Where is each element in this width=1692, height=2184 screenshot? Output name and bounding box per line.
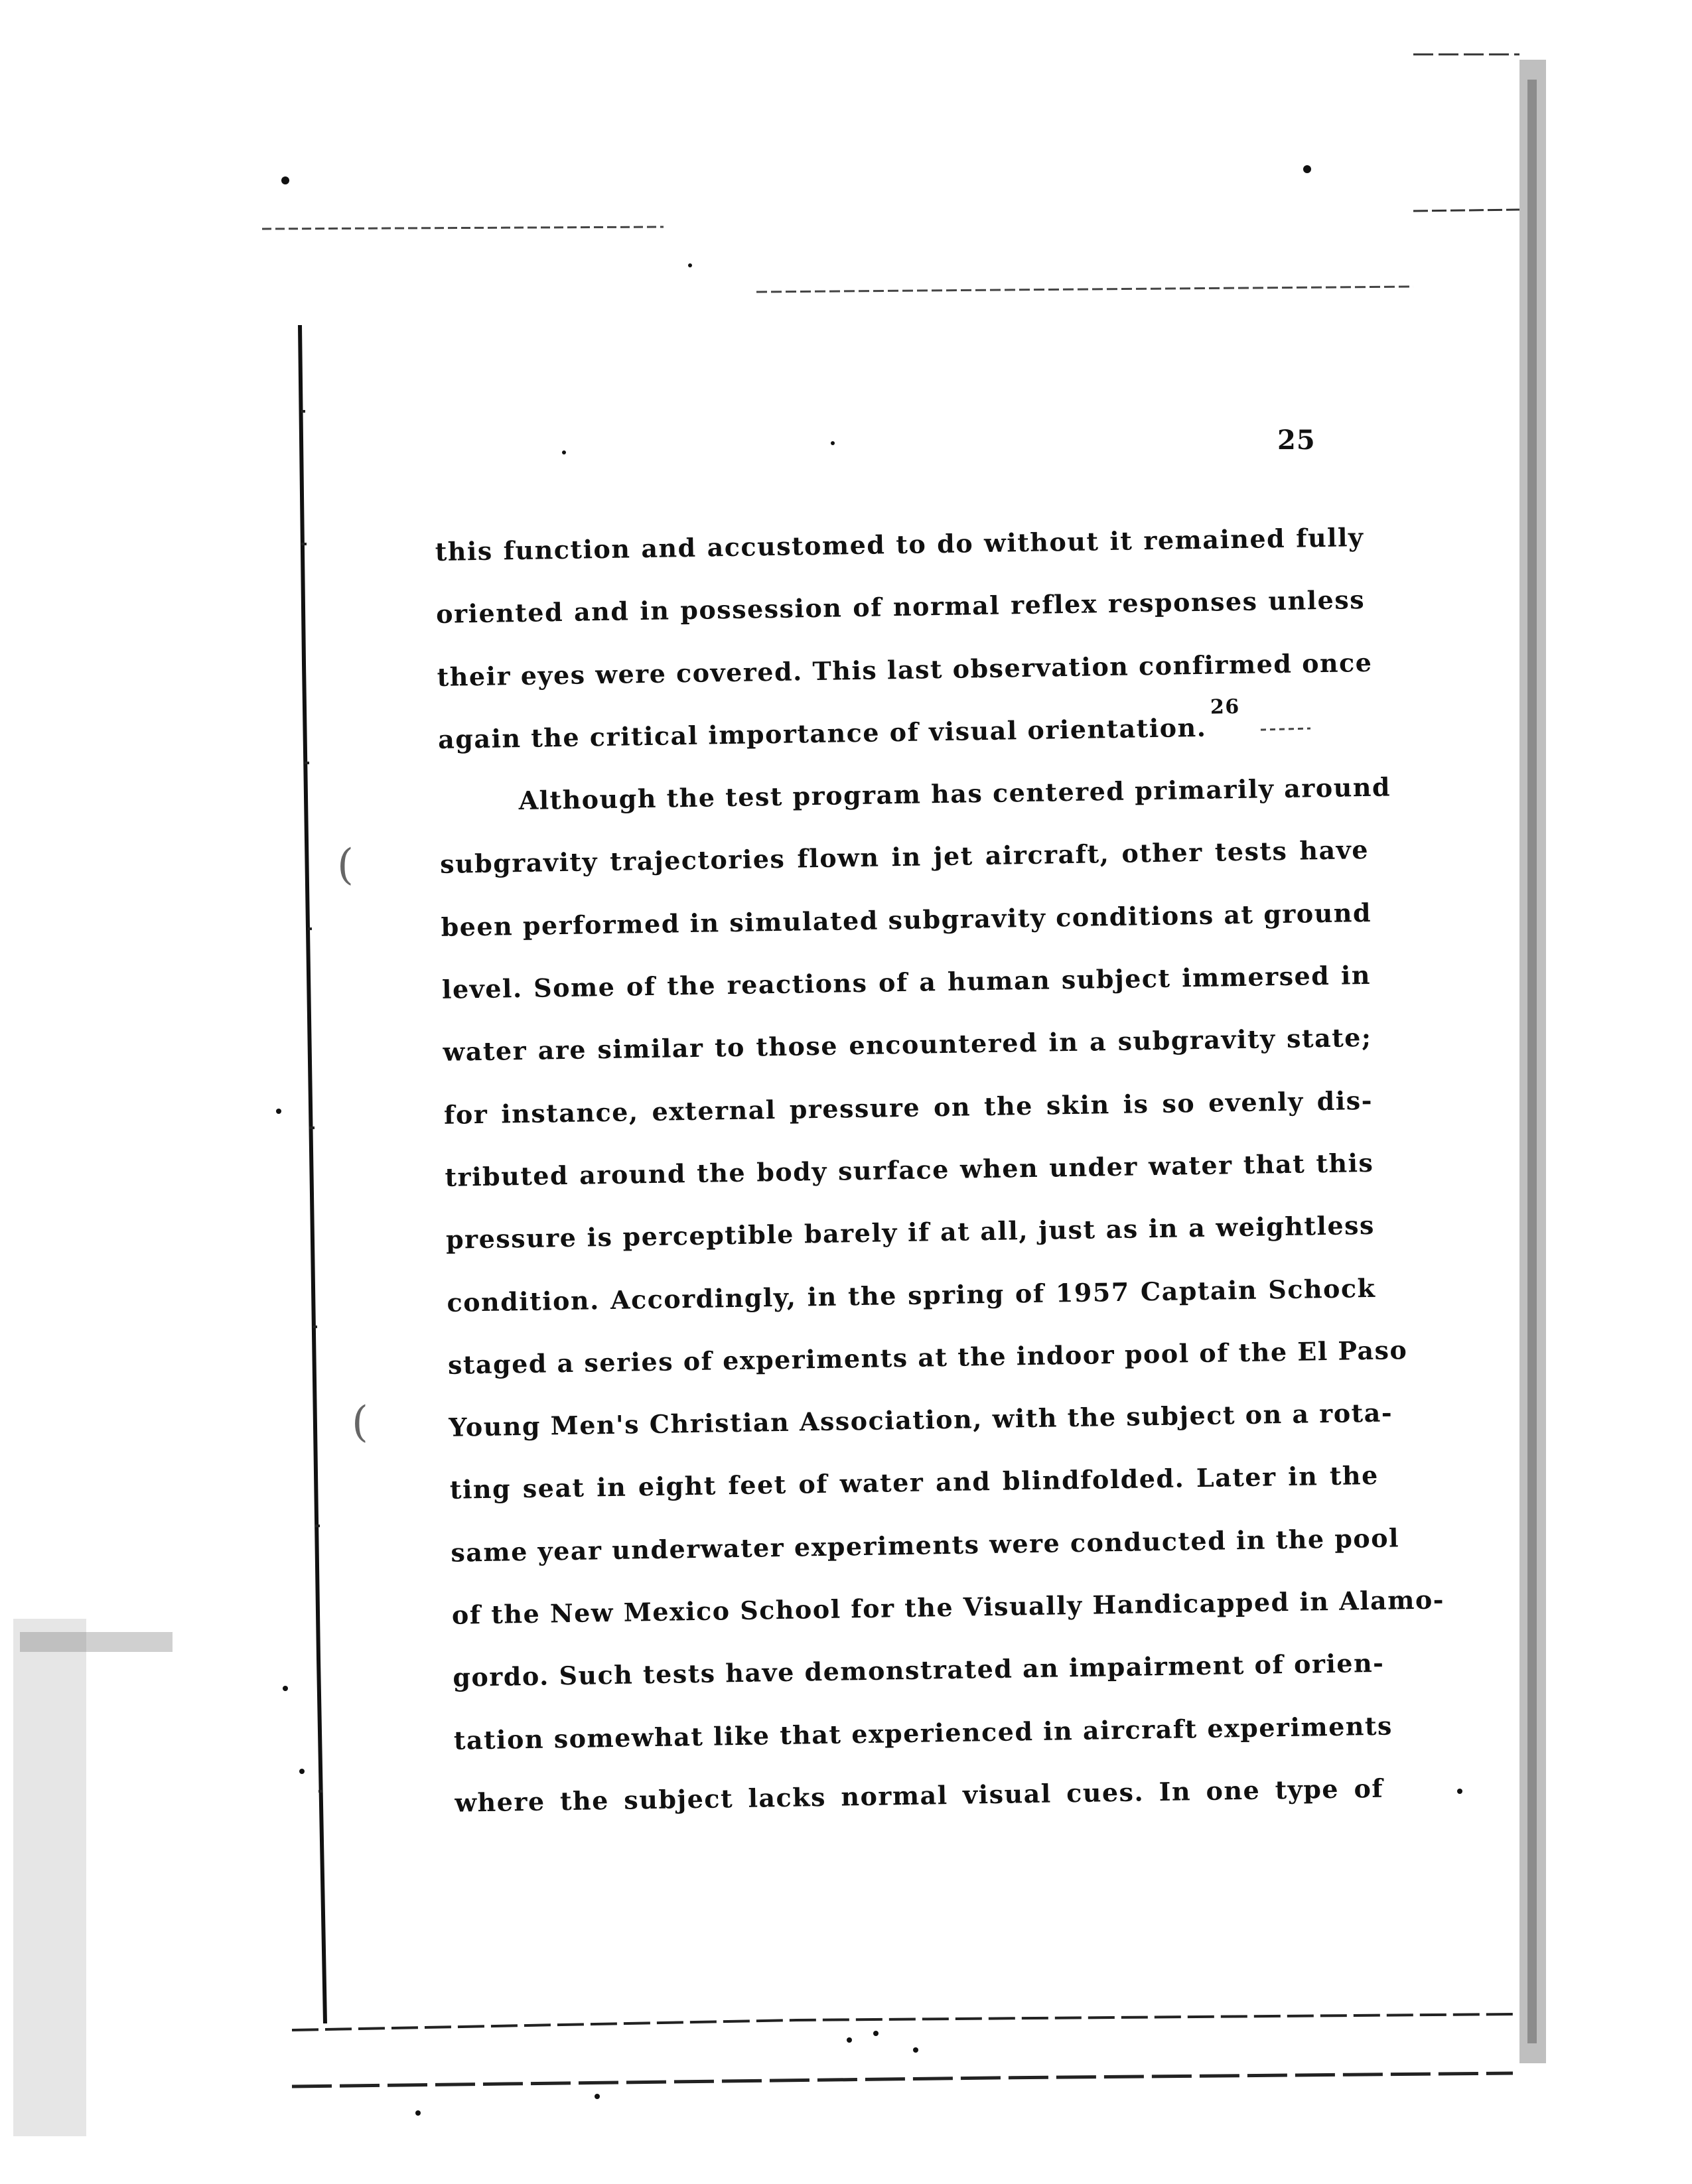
left-smudge	[13, 1619, 86, 2136]
text-line: gordo. Such tests have demonstrated an impairment of orien-	[453, 1648, 1385, 1693]
text-line: oriented and in possession of normal reflex responses unless	[435, 584, 1366, 630]
text-line: level. Some of the reactions of a human subject immersed in	[441, 960, 1372, 1004]
right-edge-shadow-inner	[1527, 80, 1537, 2043]
speck-13	[562, 450, 566, 454]
text-line: of the New Mexico School for the Visually Handicapped in Alamo-	[451, 1584, 1445, 1630]
speck-10	[415, 2110, 421, 2116]
margin-paren-2: (	[352, 1398, 368, 1447]
top-rule-3	[1413, 210, 1519, 211]
margin-paren-1: (	[337, 841, 354, 890]
top-rule-4	[756, 287, 1413, 292]
left-smudge-2	[20, 1632, 173, 1652]
bottom-rule-1	[292, 2014, 1513, 2030]
text-line: been performed in simulated subgravity conditions at ground	[441, 897, 1372, 942]
text-line: their eyes were covered. This last observation confirmed once	[437, 647, 1373, 692]
text-line: same year underwater experiments were conducted in the pool	[451, 1523, 1400, 1568]
speck-7	[847, 2037, 852, 2043]
text-line: tation somewhat like that experienced in aircraft experiments	[453, 1710, 1393, 1755]
speck-12	[831, 441, 835, 445]
text-line: pressure is perceptible barely if at all, just as in a weightless	[445, 1210, 1375, 1255]
text-line: ting seat in eight feet of water and blindfolded. Later in the	[449, 1460, 1379, 1505]
top-rule-2	[262, 227, 664, 229]
speck-4	[283, 1686, 288, 1691]
text-line: subgravity trajectories flown in jet aircraft, other tests have	[439, 835, 1370, 880]
speck-14	[688, 263, 692, 267]
text-line: staged a series of experiments at the indoor pool of the El Paso	[447, 1334, 1408, 1380]
speck-6	[1457, 1789, 1462, 1794]
bottom-rule-2	[292, 2073, 1513, 2086]
text-line: tributed around the body surface when under water that this	[445, 1147, 1374, 1192]
speck-3	[276, 1109, 281, 1114]
left-binding-line	[300, 325, 325, 2023]
text-line: water are similar to those encountered in a subgravity state;	[443, 1022, 1372, 1067]
speck-8	[913, 2047, 918, 2053]
speck-11	[595, 2094, 600, 2099]
text-line: Young Men's Christian Association, with the subject on a rota-	[449, 1397, 1393, 1442]
text-line: condition. Accordingly, in the spring of 1957 Captain Schock	[447, 1272, 1376, 1318]
speck-5	[299, 1769, 305, 1774]
body-text	[435, 506, 1445, 1834]
text-line: where the subject lacks normal visual cues. In one type of	[455, 1773, 1384, 1818]
text-line: this function and accustomed to do without it remained fully	[435, 522, 1364, 567]
page-number: 25	[1277, 425, 1316, 456]
footnote-reference: 26	[1210, 695, 1240, 719]
paragraph-first-line: Although the test program has centered primarily around	[518, 772, 1391, 816]
text-line: for instance, external pressure on the skin is so evenly dis-	[443, 1085, 1374, 1130]
left-binding-marks	[301, 411, 322, 1791]
right-edge-shadow	[1519, 60, 1546, 2063]
text-line-content: again the critical importance of visual orientation.	[437, 712, 1207, 754]
speck-9	[873, 2031, 879, 2036]
speck-1	[281, 176, 289, 184]
speck-2	[1303, 165, 1311, 173]
